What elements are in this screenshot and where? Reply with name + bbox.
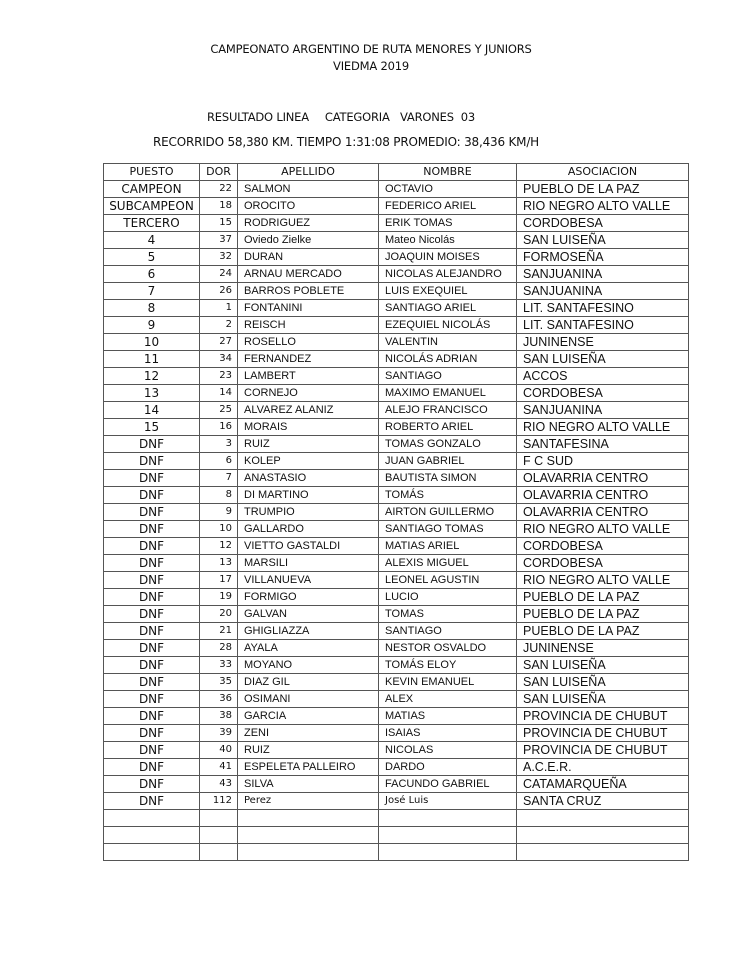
cell-apellido: ANASTASIO <box>238 470 379 487</box>
cell-puesto: 9 <box>104 317 200 334</box>
cell-nombre: SANTIAGO <box>379 623 517 640</box>
cell-apellido <box>238 827 379 844</box>
cell-asociacion: CATAMARQUEÑA <box>517 776 689 793</box>
cell-apellido <box>238 844 379 861</box>
cell-puesto: 4 <box>104 232 200 249</box>
cell-apellido: RUIZ <box>238 436 379 453</box>
cell-puesto: DNF <box>104 504 200 521</box>
cell-puesto: 11 <box>104 351 200 368</box>
cell-puesto: DNF <box>104 538 200 555</box>
cell-dor: 33 <box>200 657 238 674</box>
cell-dor: 3 <box>200 436 238 453</box>
cell-apellido: RUIZ <box>238 742 379 759</box>
table-row <box>104 453 689 470</box>
cell-nombre: José Luis <box>379 793 517 810</box>
table-row <box>104 504 689 521</box>
cell-apellido: GHIGLIAZZA <box>238 623 379 640</box>
cell-asociacion: RIO NEGRO ALTO VALLE <box>517 572 689 589</box>
cell-dor: 28 <box>200 640 238 657</box>
cell-apellido: MOYANO <box>238 657 379 674</box>
cell-dor: 34 <box>200 351 238 368</box>
cell-dor <box>200 810 238 827</box>
cell-nombre: Mateo Nicolás <box>379 232 517 249</box>
cell-dor: 7 <box>200 470 238 487</box>
cell-nombre: SANTIAGO TOMAS <box>379 521 517 538</box>
cell-asociacion: LIT. SANTAFESINO <box>517 300 689 317</box>
table-row <box>104 317 689 334</box>
cell-asociacion: SANJUANINA <box>517 283 689 300</box>
table-row <box>104 266 689 283</box>
cell-puesto: 12 <box>104 368 200 385</box>
cell-dor: 12 <box>200 538 238 555</box>
table-row <box>104 368 689 385</box>
cell-apellido: TRUMPIO <box>238 504 379 521</box>
table-row <box>104 402 689 419</box>
cell-nombre: BAUTISTA SIMON <box>379 470 517 487</box>
cell-apellido: REISCH <box>238 317 379 334</box>
cell-puesto: 10 <box>104 334 200 351</box>
cell-apellido: ALVAREZ ALANIZ <box>238 402 379 419</box>
cell-apellido: ROSELLO <box>238 334 379 351</box>
cell-nombre: MAXIMO EMANUEL <box>379 385 517 402</box>
cell-asociacion: PROVINCIA DE CHUBUT <box>517 725 689 742</box>
cell-puesto: DNF <box>104 521 200 538</box>
table-row <box>104 640 689 657</box>
cell-nombre: ALEXIS MIGUEL <box>379 555 517 572</box>
document-subtitle: VIEDMA 2019 <box>333 59 409 73</box>
cell-dor: 13 <box>200 555 238 572</box>
table-row <box>104 759 689 776</box>
cell-asociacion: SANTAFESINA <box>517 436 689 453</box>
cell-puesto: DNF <box>104 640 200 657</box>
cell-apellido: OROCITO <box>238 198 379 215</box>
table-row <box>104 742 689 759</box>
cell-nombre: VALENTIN <box>379 334 517 351</box>
cell-nombre: LUIS EXEQUIEL <box>379 283 517 300</box>
cell-apellido: RODRIGUEZ <box>238 215 379 232</box>
cell-dor: 21 <box>200 623 238 640</box>
cell-dor: 22 <box>200 181 238 198</box>
cell-nombre: ISAIAS <box>379 725 517 742</box>
cell-apellido: DURAN <box>238 249 379 266</box>
cell-puesto: 7 <box>104 283 200 300</box>
cell-asociacion: PUEBLO DE LA PAZ <box>517 606 689 623</box>
cell-puesto: CAMPEON <box>104 181 200 198</box>
race-info: RECORRIDO 58,380 KM. TIEMPO 1:31:08 PROMEDIO: 38,436 KM/H <box>153 135 540 149</box>
cell-puesto: DNF <box>104 776 200 793</box>
cell-apellido: BARROS POBLETE <box>238 283 379 300</box>
table-row <box>104 351 689 368</box>
cell-dor: 20 <box>200 606 238 623</box>
table-row <box>104 674 689 691</box>
cell-dor: 1 <box>200 300 238 317</box>
table-row <box>104 691 689 708</box>
table-row <box>104 419 689 436</box>
cell-asociacion: RIO NEGRO ALTO VALLE <box>517 521 689 538</box>
cell-asociacion: A.C.E.R. <box>517 759 689 776</box>
cell-dor <box>200 844 238 861</box>
cell-puesto: DNF <box>104 487 200 504</box>
cell-puesto: 6 <box>104 266 200 283</box>
cell-dor: 6 <box>200 453 238 470</box>
cell-puesto: DNF <box>104 708 200 725</box>
cell-nombre: ALEX <box>379 691 517 708</box>
cell-puesto: DNF <box>104 623 200 640</box>
cell-dor: 27 <box>200 334 238 351</box>
cell-apellido: GALLARDO <box>238 521 379 538</box>
cell-dor: 2 <box>200 317 238 334</box>
cell-dor: 112 <box>200 793 238 810</box>
cell-nombre: KEVIN EMANUEL <box>379 674 517 691</box>
cell-puesto: DNF <box>104 691 200 708</box>
table-row <box>104 538 689 555</box>
cell-nombre: EZEQUIEL NICOLÁS <box>379 317 517 334</box>
cell-apellido <box>238 810 379 827</box>
table-row <box>104 606 689 623</box>
cell-apellido: GALVAN <box>238 606 379 623</box>
cell-asociacion: PROVINCIA DE CHUBUT <box>517 708 689 725</box>
cell-nombre: NICOLAS <box>379 742 517 759</box>
cell-puesto: DNF <box>104 436 200 453</box>
cell-puesto: DNF <box>104 606 200 623</box>
cell-dor: 35 <box>200 674 238 691</box>
cell-dor: 36 <box>200 691 238 708</box>
column-header-puesto: PUESTO <box>104 164 200 181</box>
cell-dor: 14 <box>200 385 238 402</box>
cell-nombre: TOMÁS <box>379 487 517 504</box>
cell-asociacion: SAN LUISEÑA <box>517 351 689 368</box>
cell-dor: 37 <box>200 232 238 249</box>
cell-puesto: DNF <box>104 589 200 606</box>
table-row <box>104 589 689 606</box>
cell-apellido: Oviedo Zielke <box>238 232 379 249</box>
table-row <box>104 810 689 827</box>
table-row <box>104 300 689 317</box>
cell-puesto: DNF <box>104 674 200 691</box>
cell-asociacion <box>517 810 689 827</box>
cell-apellido: FERNANDEZ <box>238 351 379 368</box>
cell-dor: 8 <box>200 487 238 504</box>
cell-puesto: DNF <box>104 742 200 759</box>
table-row <box>104 657 689 674</box>
cell-nombre: FEDERICO ARIEL <box>379 198 517 215</box>
table-row <box>104 181 689 198</box>
cell-asociacion: FORMOSEÑA <box>517 249 689 266</box>
cell-dor: 38 <box>200 708 238 725</box>
cell-apellido: Perez <box>238 793 379 810</box>
cell-asociacion: JUNINENSE <box>517 640 689 657</box>
cell-asociacion: PUEBLO DE LA PAZ <box>517 589 689 606</box>
cell-dor: 9 <box>200 504 238 521</box>
table-row <box>104 708 689 725</box>
cell-dor: 39 <box>200 725 238 742</box>
cell-nombre <box>379 844 517 861</box>
table-row <box>104 521 689 538</box>
cell-asociacion: SANJUANINA <box>517 402 689 419</box>
cell-puesto <box>104 844 200 861</box>
cell-nombre: NESTOR OSVALDO <box>379 640 517 657</box>
cell-asociacion: SANJUANINA <box>517 266 689 283</box>
result-category-line <box>207 110 491 124</box>
cell-apellido: OSIMANI <box>238 691 379 708</box>
cell-dor: 26 <box>200 283 238 300</box>
cell-asociacion: RIO NEGRO ALTO VALLE <box>517 419 689 436</box>
cell-puesto: TERCERO <box>104 215 200 232</box>
cell-puesto: 15 <box>104 419 200 436</box>
cell-asociacion: SAN LUISEÑA <box>517 674 689 691</box>
cell-nombre: TOMAS GONZALO <box>379 436 517 453</box>
cell-puesto: DNF <box>104 759 200 776</box>
cell-puesto: DNF <box>104 793 200 810</box>
cell-asociacion: SANTA CRUZ <box>517 793 689 810</box>
table-row <box>104 555 689 572</box>
results-table <box>103 163 689 861</box>
cell-dor: 15 <box>200 215 238 232</box>
cell-asociacion: OLAVARRIA CENTRO <box>517 470 689 487</box>
cell-nombre: TOMAS <box>379 606 517 623</box>
cell-asociacion: SAN LUISEÑA <box>517 232 689 249</box>
cell-asociacion: CORDOBESA <box>517 555 689 572</box>
cell-dor <box>200 827 238 844</box>
cell-nombre: FACUNDO GABRIEL <box>379 776 517 793</box>
cell-nombre: LUCIO <box>379 589 517 606</box>
cell-apellido: FONTANINI <box>238 300 379 317</box>
cell-apellido: GARCIA <box>238 708 379 725</box>
cell-puesto: 5 <box>104 249 200 266</box>
cell-dor: 25 <box>200 402 238 419</box>
table-row <box>104 436 689 453</box>
cell-dor: 10 <box>200 521 238 538</box>
table-row <box>104 198 689 215</box>
cell-asociacion: OLAVARRIA CENTRO <box>517 487 689 504</box>
cell-apellido: ZENI <box>238 725 379 742</box>
cell-puesto: DNF <box>104 725 200 742</box>
cell-nombre: JUAN GABRIEL <box>379 453 517 470</box>
cell-puesto: DNF <box>104 453 200 470</box>
cell-apellido: AYALA <box>238 640 379 657</box>
cell-puesto: 14 <box>104 402 200 419</box>
cell-asociacion: ACCOS <box>517 368 689 385</box>
cell-asociacion: F C SUD <box>517 453 689 470</box>
cell-nombre: ERIK TOMAS <box>379 215 517 232</box>
table-row <box>104 470 689 487</box>
table-row <box>104 844 689 861</box>
cell-nombre: ALEJO FRANCISCO <box>379 402 517 419</box>
table-row <box>104 776 689 793</box>
cell-asociacion: SAN LUISEÑA <box>517 657 689 674</box>
cell-asociacion: SAN LUISEÑA <box>517 691 689 708</box>
cell-nombre: TOMÁS ELOY <box>379 657 517 674</box>
cell-puesto: DNF <box>104 470 200 487</box>
table-row <box>104 249 689 266</box>
cell-asociacion: CORDOBESA <box>517 538 689 555</box>
cell-nombre: DARDO <box>379 759 517 776</box>
cell-dor: 19 <box>200 589 238 606</box>
table-row <box>104 487 689 504</box>
cell-asociacion: PUEBLO DE LA PAZ <box>517 623 689 640</box>
table-row <box>104 572 689 589</box>
cell-apellido: DI MARTINO <box>238 487 379 504</box>
cell-asociacion: PROVINCIA DE CHUBUT <box>517 742 689 759</box>
cell-nombre <box>379 827 517 844</box>
cell-dor: 43 <box>200 776 238 793</box>
cell-puesto <box>104 810 200 827</box>
cell-asociacion: RIO NEGRO ALTO VALLE <box>517 198 689 215</box>
table-row <box>104 827 689 844</box>
cell-puesto <box>104 827 200 844</box>
cell-puesto: DNF <box>104 657 200 674</box>
cell-nombre: NICOLÁS ADRIAN <box>379 351 517 368</box>
cell-apellido: DIAZ GIL <box>238 674 379 691</box>
cell-apellido: KOLEP <box>238 453 379 470</box>
table-row <box>104 334 689 351</box>
cell-dor: 41 <box>200 759 238 776</box>
cell-nombre: NICOLAS ALEJANDRO <box>379 266 517 283</box>
table-row <box>104 793 689 810</box>
cell-nombre: MATIAS ARIEL <box>379 538 517 555</box>
category: CATEGORIA VARONES 03 <box>324 110 475 124</box>
cell-apellido: ARNAU MERCADO <box>238 266 379 283</box>
cell-dor: 23 <box>200 368 238 385</box>
cell-nombre: SANTIAGO <box>379 368 517 385</box>
cell-puesto: SUBCAMPEON <box>104 198 200 215</box>
cell-apellido: FORMIGO <box>238 589 379 606</box>
cell-dor: 32 <box>200 249 238 266</box>
cell-apellido: MARSILI <box>238 555 379 572</box>
cell-asociacion: JUNINENSE <box>517 334 689 351</box>
cell-apellido: CORNEJO <box>238 385 379 402</box>
cell-nombre: SANTIAGO ARIEL <box>379 300 517 317</box>
cell-nombre <box>379 810 517 827</box>
table-row <box>104 385 689 402</box>
cell-asociacion: OLAVARRIA CENTRO <box>517 504 689 521</box>
cell-puesto: DNF <box>104 572 200 589</box>
cell-nombre: AIRTON GUILLERMO <box>379 504 517 521</box>
cell-dor: 40 <box>200 742 238 759</box>
cell-nombre: ROBERTO ARIEL <box>379 419 517 436</box>
cell-apellido: SALMON <box>238 181 379 198</box>
table-row <box>104 623 689 640</box>
result-type: RESULTADO LINEA <box>207 110 309 124</box>
cell-puesto: 8 <box>104 300 200 317</box>
cell-nombre: OCTAVIO <box>379 181 517 198</box>
cell-asociacion: PUEBLO DE LA PAZ <box>517 181 689 198</box>
cell-apellido: VILLANUEVA <box>238 572 379 589</box>
cell-dor: 18 <box>200 198 238 215</box>
column-header-nombre: NOMBRE <box>379 164 517 181</box>
table-row <box>104 725 689 742</box>
cell-puesto: DNF <box>104 555 200 572</box>
table-row <box>104 283 689 300</box>
table-row <box>104 215 689 232</box>
cell-apellido: MORAIS <box>238 419 379 436</box>
column-header-dor: DOR <box>200 164 238 181</box>
cell-asociacion: LIT. SANTAFESINO <box>517 317 689 334</box>
cell-apellido: SILVA <box>238 776 379 793</box>
cell-dor: 16 <box>200 419 238 436</box>
table-row <box>104 232 689 249</box>
cell-nombre: LEONEL AGUSTIN <box>379 572 517 589</box>
cell-asociacion <box>517 844 689 861</box>
cell-dor: 24 <box>200 266 238 283</box>
cell-apellido: ESPELETA PALLEIRO <box>238 759 379 776</box>
cell-puesto: 13 <box>104 385 200 402</box>
document-title: CAMPEONATO ARGENTINO DE RUTA MENORES Y JUNIORS <box>210 42 532 56</box>
cell-apellido: LAMBERT <box>238 368 379 385</box>
cell-dor: 17 <box>200 572 238 589</box>
column-header-apellido: APELLIDO <box>238 164 379 181</box>
cell-nombre: MATIAS <box>379 708 517 725</box>
column-header-asociacion: ASOCIACION <box>517 164 689 181</box>
cell-asociacion: CORDOBESA <box>517 215 689 232</box>
cell-nombre: JOAQUIN MOISES <box>379 249 517 266</box>
table-header-row <box>104 164 689 181</box>
cell-asociacion <box>517 827 689 844</box>
cell-asociacion: CORDOBESA <box>517 385 689 402</box>
cell-apellido: VIETTO GASTALDI <box>238 538 379 555</box>
